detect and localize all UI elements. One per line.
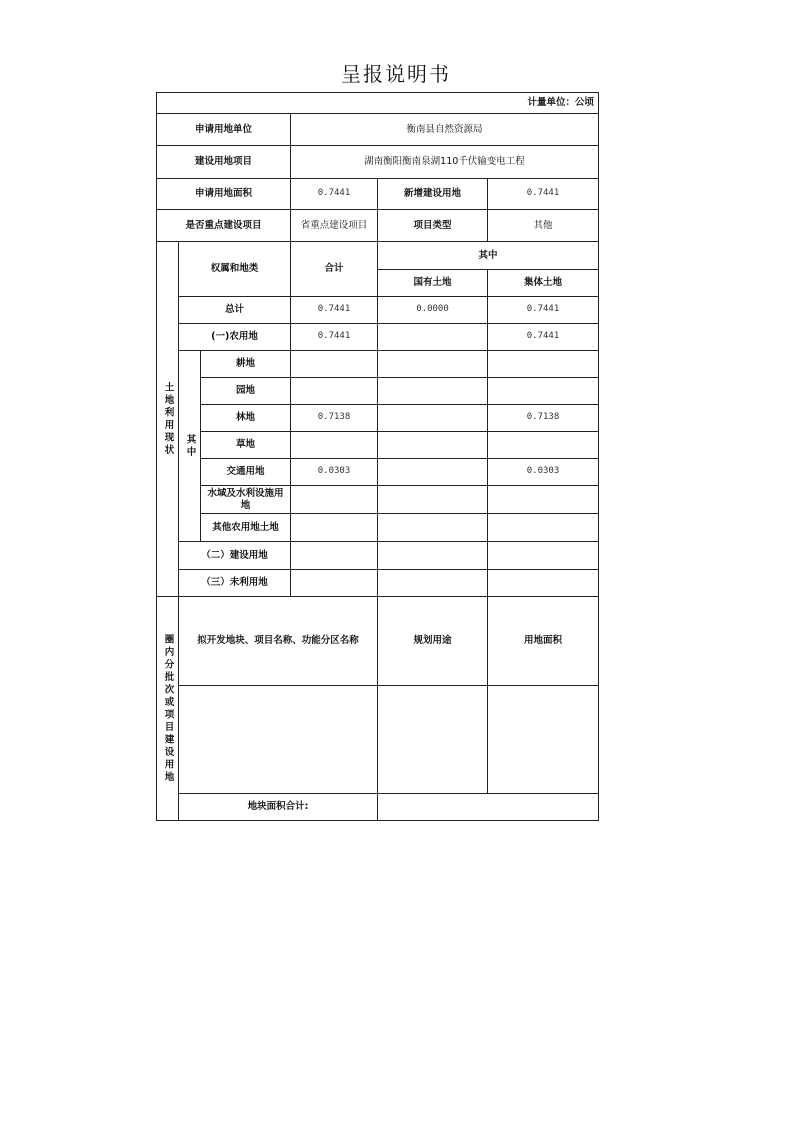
agri-row-label: (一)农用地	[178, 323, 291, 351]
plots-header: 拟开发地块、项目名称、功能分区名称	[178, 596, 378, 686]
unused-total	[290, 569, 378, 597]
batch-section-label: 圈内分批次或项目建设用地	[156, 596, 179, 821]
new-construction-value: 0.7441	[487, 178, 599, 210]
plots-body	[178, 685, 378, 794]
arable-total	[290, 350, 378, 378]
land-area-body	[487, 685, 599, 794]
garden-label: 园地	[200, 377, 291, 405]
forest-collective: 0.7138	[487, 404, 599, 432]
construction-collective	[487, 541, 599, 570]
unused-state	[377, 569, 488, 597]
land-area-header: 用地面积	[487, 596, 599, 686]
category-header: 权属和地类	[178, 241, 291, 297]
construction-label: （二）建设用地	[178, 541, 291, 570]
report-table	[156, 92, 599, 821]
arable-label: 耕地	[200, 350, 291, 378]
among-header: 其中	[377, 241, 599, 270]
total-row-state: 0.0000	[377, 296, 488, 324]
agri-row-total: 0.7441	[290, 323, 378, 351]
total-row-collective: 0.7441	[487, 296, 599, 324]
water-collective	[487, 485, 599, 514]
transport-state	[377, 458, 488, 486]
grass-label: 草地	[200, 431, 291, 459]
project-value: 湖南衡阳衡南泉湖110千伏输变电工程	[290, 145, 599, 179]
total-row-label: 总计	[178, 296, 291, 324]
applicant-label: 申请用地单位	[156, 113, 291, 146]
applicant-value: 衡南县自然资源局	[290, 113, 599, 146]
project-label: 建设用地项目	[156, 145, 291, 179]
page-title: 呈报说明书	[341, 62, 451, 86]
plot-area-sum-value	[377, 793, 599, 821]
key-project-label: 是否重点建设项目	[156, 209, 291, 242]
land-use-section-label: 土地利用现状	[156, 241, 179, 597]
arable-collective	[487, 350, 599, 378]
total-row-total: 0.7441	[290, 296, 378, 324]
water-label: 水域及水利设施用地	[200, 485, 291, 514]
garden-state	[377, 377, 488, 405]
planned-use-body	[377, 685, 488, 794]
grass-total	[290, 431, 378, 459]
other-agri-label: 其他农用地土地	[200, 513, 291, 542]
garden-total	[290, 377, 378, 405]
water-total	[290, 485, 378, 514]
area-label: 申请用地面积	[156, 178, 291, 210]
forest-state	[377, 404, 488, 432]
plot-area-sum-label: 地块面积合计:	[178, 793, 378, 821]
other-agri-total	[290, 513, 378, 542]
transport-total: 0.0303	[290, 458, 378, 486]
transport-label: 交通用地	[200, 458, 291, 486]
transport-collective: 0.0303	[487, 458, 599, 486]
agri-row-state	[377, 323, 488, 351]
arable-state	[377, 350, 488, 378]
unused-label: （三）未利用地	[178, 569, 291, 597]
collective-land-header: 集体土地	[487, 269, 599, 297]
key-project-value: 省重点建设项目	[290, 209, 378, 242]
total-header: 合计	[290, 241, 378, 297]
unused-collective	[487, 569, 599, 597]
forest-label: 林地	[200, 404, 291, 432]
project-type-label: 项目类型	[377, 209, 488, 242]
among-side-label: 其中	[178, 350, 201, 542]
project-type-value: 其他	[487, 209, 599, 242]
state-land-header: 国有土地	[377, 269, 488, 297]
forest-total: 0.7138	[290, 404, 378, 432]
construction-total	[290, 541, 378, 570]
agri-row-collective: 0.7441	[487, 323, 599, 351]
construction-state	[377, 541, 488, 570]
other-agri-state	[377, 513, 488, 542]
other-agri-collective	[487, 513, 599, 542]
unit-label: 计量单位：公顷	[156, 92, 599, 114]
grass-collective	[487, 431, 599, 459]
grass-state	[377, 431, 488, 459]
new-construction-label: 新增建设用地	[377, 178, 488, 210]
garden-collective	[487, 377, 599, 405]
planned-use-header: 规划用途	[377, 596, 488, 686]
water-state	[377, 485, 488, 514]
area-value: 0.7441	[290, 178, 378, 210]
